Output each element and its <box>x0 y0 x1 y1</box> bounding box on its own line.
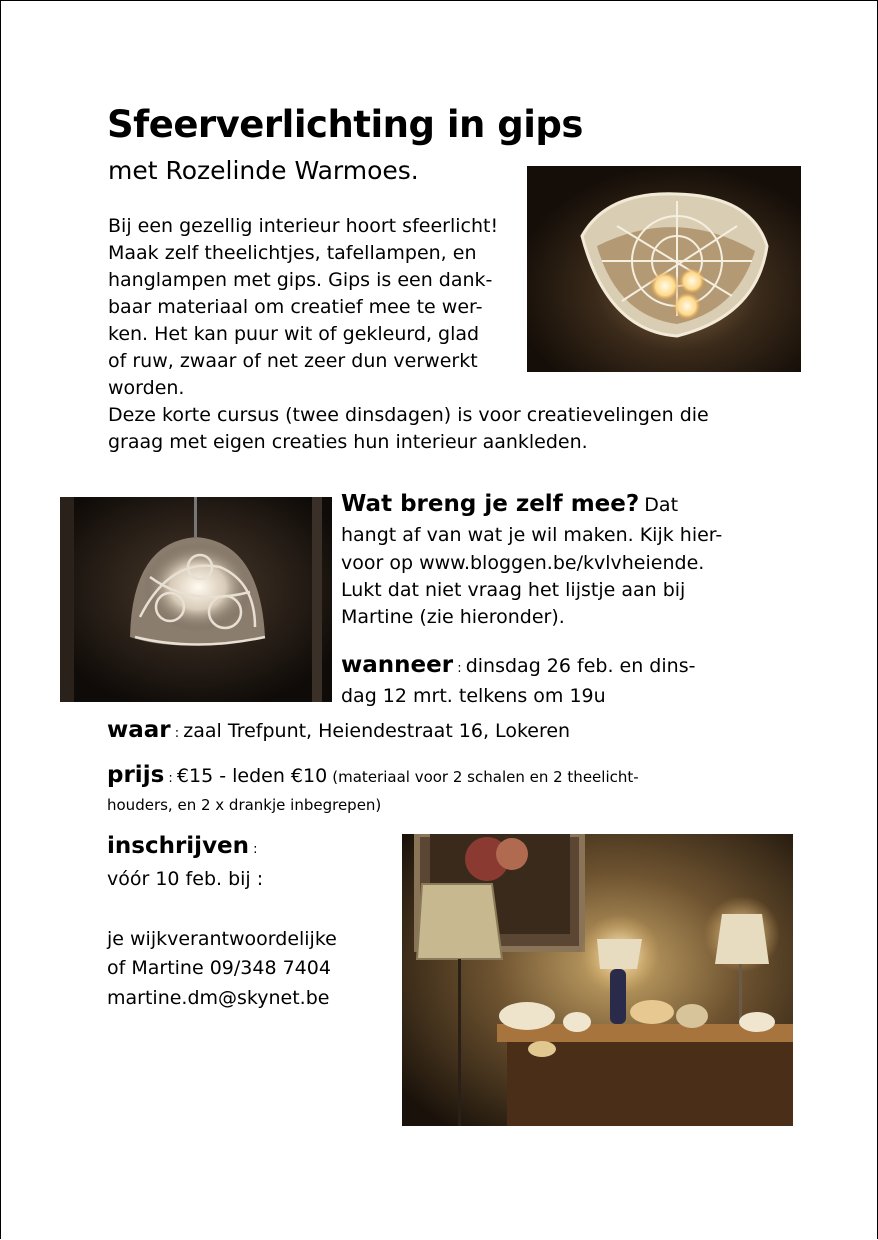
intro-line: hanglampen met gips. Gips is een dank- <box>108 269 493 291</box>
bring-heading-line <box>341 491 678 517</box>
intro-line: Maak zelf theelichtjes, tafellampen, en <box>108 242 477 264</box>
register-contact: of Martine 09/348 7404 <box>107 957 331 979</box>
intro-line: worden. <box>108 377 185 399</box>
pendant-photo <box>60 497 332 702</box>
bowl-photo <box>527 166 801 372</box>
page-title: Sfeerverlichting in gips <box>107 103 583 146</box>
register-contact: je wijkverantwoordelijke <box>107 928 337 950</box>
intro-line: graag met eigen creaties hun interieur aankleden. <box>108 431 588 453</box>
price-note: (materiaal voor 2 schalen en 2 theelicht- <box>332 768 639 786</box>
register-email: martine.dm@skynet.be <box>107 987 330 1009</box>
price-value: €15 - leden €10 <box>176 765 328 787</box>
when-line <box>341 652 695 678</box>
where-line <box>107 717 570 743</box>
when-value: dinsdag 26 feb. en dins- <box>465 655 696 677</box>
where-value: zaal Trefpunt, Heiendestraat 16, Lokeren <box>183 720 571 742</box>
page-subtitle: met Rozelinde Warmoes. <box>108 156 419 185</box>
where-sep: : <box>170 726 184 741</box>
lamps-photo <box>402 834 793 1126</box>
register-line <box>107 833 258 859</box>
register-sep: : <box>249 842 258 857</box>
when-label: wanneer <box>341 652 454 678</box>
bring-text: Lukt dat niet vraag het lijstje aan bij <box>341 579 686 601</box>
intro-line: of ruw, zwaar of net zeer dun verwerkt <box>108 350 478 372</box>
bring-text: Dat <box>644 494 679 516</box>
register-deadline: vóór 10 feb. bij : <box>107 868 264 890</box>
register-label: inschrijven <box>107 833 250 859</box>
bring-text: hangt af van wat je wil maken. Kijk hier- <box>341 524 723 546</box>
price-label: prijs <box>107 762 165 788</box>
price-line <box>107 762 639 788</box>
intro-paragraph <box>108 213 709 456</box>
price-sep: : <box>164 771 177 786</box>
intro-line: Deze korte cursus (twee dinsdagen) is voor creatievelingen die <box>108 404 709 426</box>
bring-heading: Wat breng je zelf mee? <box>341 491 640 517</box>
intro-line: Bij een gezellig interieur hoort sfeerlicht! <box>108 215 499 237</box>
bring-text: voor op www.bloggen.be/kvlvheiende. <box>341 552 705 574</box>
price-note: houders, en 2 x drankje inbegrepen) <box>107 796 382 814</box>
when-sep: : <box>453 661 466 676</box>
when-value: dag 12 mrt. telkens om 19u <box>341 685 606 707</box>
where-label: waar <box>107 717 171 743</box>
intro-line: baar materiaal om creatief mee te wer- <box>108 296 483 318</box>
bring-text: Martine (zie hieronder). <box>341 606 565 628</box>
intro-line: ken. Het kan puur wit of gekleurd, glad <box>108 323 480 345</box>
